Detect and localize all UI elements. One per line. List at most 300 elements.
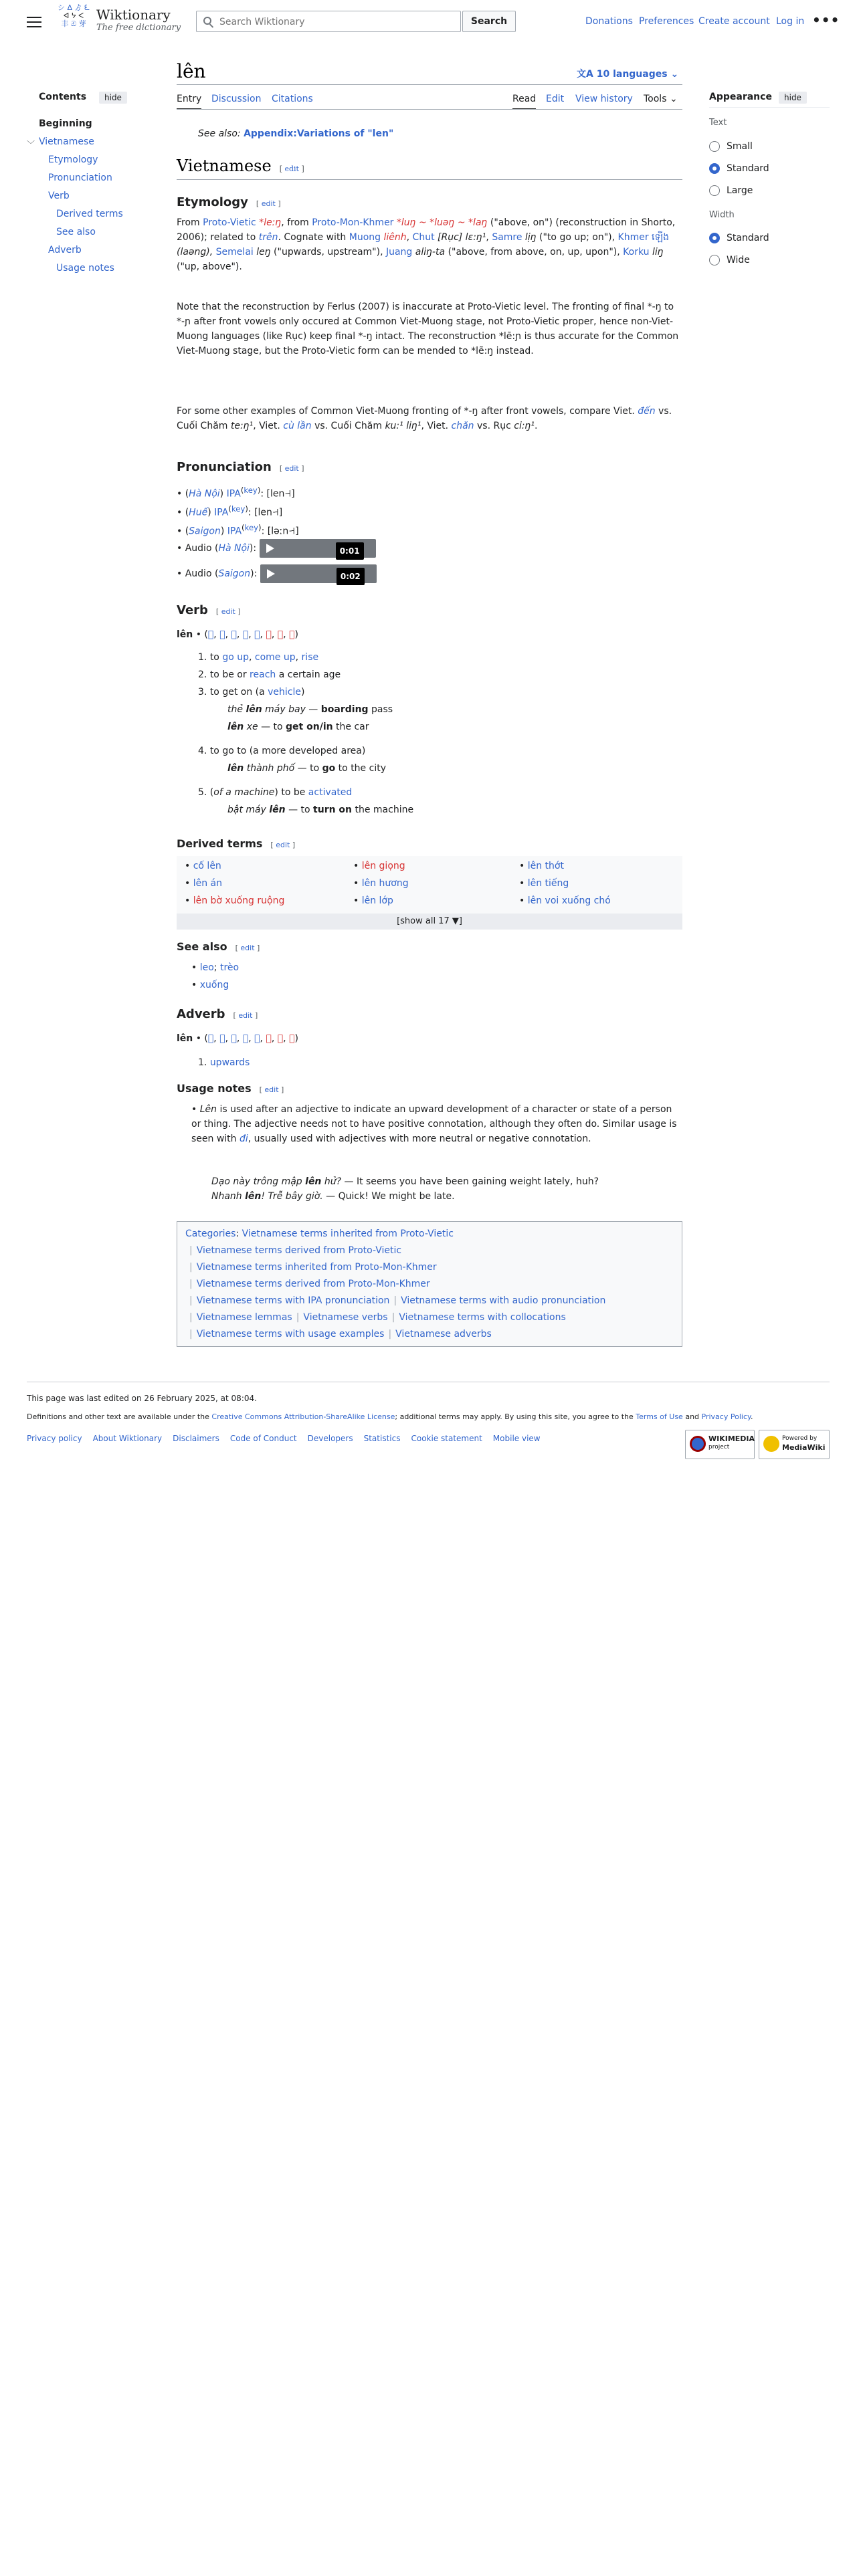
heading-divider [177, 179, 682, 180]
chevron-down-icon: ⌄ [667, 69, 679, 80]
log-in-link[interactable]: Log in [776, 16, 805, 27]
category-row: | Vietnamese lemmas | Vietnamese verbs | Vietnamese terms with collocations [189, 1312, 566, 1323]
text: turn on [313, 804, 353, 815]
text: ("above, on") (reconstruction in Shorto, 2006); related to [177, 217, 676, 243]
khmer-translit: (laəng), [177, 247, 216, 257]
text: Dạo này trông mập [211, 1176, 306, 1187]
text: From [177, 217, 203, 228]
text: Lên [199, 1104, 217, 1115]
usage-example [198, 802, 680, 820]
text: ; [213, 962, 220, 973]
usage-example [211, 1189, 680, 1204]
text-size-small[interactable] [709, 141, 753, 152]
play-icon[interactable] [266, 544, 274, 553]
text: the machine [352, 804, 414, 815]
wikimedia-badge[interactable] [685, 1430, 755, 1459]
heading-text: See also [177, 940, 227, 953]
text: For some other examples of Common Viet-Muong fronting of *-ŋ after front vowels, compare Viet. [177, 406, 638, 417]
text: . Cognate with [278, 232, 349, 243]
muong-link[interactable]: Muong [349, 232, 381, 243]
ipa-value: : [len˧˧] [260, 488, 295, 500]
usage-example [198, 702, 680, 720]
edit-section-link[interactable]: edit [284, 464, 299, 473]
width-wide[interactable] [709, 255, 750, 265]
usage-example [198, 761, 680, 785]
tools-menu[interactable] [644, 94, 678, 104]
radio-selected-icon[interactable] [709, 163, 720, 174]
text: ) to be [274, 787, 308, 798]
category-link[interactable]: Vietnamese adverbs [395, 1329, 492, 1339]
ipa-link[interactable]: IPA [227, 526, 242, 537]
adverb-headword-line: lên • (𨖲, 䢆, 𨖲, 𨖲, 𨑗, 𨑜, 𨑳, 𨖲) [177, 1033, 298, 1044]
cu-lan-link[interactable]: cù lần [283, 421, 312, 431]
footer-link[interactable]: Privacy policy [27, 1434, 82, 1443]
usage-example [198, 720, 680, 744]
text: máy bay [262, 704, 306, 715]
badge-text: WIKIMEDIA [708, 1434, 755, 1443]
sense-number: 3. [198, 687, 207, 697]
chu-nom-link[interactable]: 𨖲 [289, 629, 295, 640]
muong-form[interactable]: liênh [381, 232, 407, 243]
wiktionary-logo[interactable] [56, 4, 91, 37]
edit-section-link[interactable]: edit [261, 199, 276, 208]
category-row: | Vietnamese terms with usage examples | Vietnamese adverbs [189, 1329, 492, 1339]
list-item: • xuống [191, 980, 229, 990]
appearance-title: Appearance [709, 92, 772, 102]
text-size-label: Text [709, 118, 727, 128]
derived-column-2 [353, 857, 409, 909]
chu-nom-link[interactable]: 𨑜 [266, 1033, 272, 1044]
chut-form: [Rục] lɛ:ŋ¹ [434, 232, 486, 243]
toc-item-vietnamese[interactable]: Vietnamese [39, 136, 94, 147]
categories-label-link[interactable]: Categories [185, 1228, 236, 1239]
radio-label: Small [727, 141, 753, 152]
etymology-paragraph-2: Note that the reconstruction by Ferlus (2007) is inaccurate at Proto-Vietic level. The fronting of final *-ŋ to *-ɲ after front vowels only occured at Common Viet-Muong stage, not Proto-Vietic proper, hence non-Viet-Muong languages (like Rục) keep final *-ŋ intact. The reconstruction *lẽ:ɲ is thus accurate for the Common Viet-Muong stage, but the Proto-Vietic form can be mended to *lẽ:ŋ instead. [177, 302, 679, 356]
audio-duration: 0:01 [336, 542, 364, 560]
footer-link[interactable]: About Wiktionary [92, 1434, 163, 1443]
chevron-down-icon[interactable]: ﹀ [27, 140, 35, 149]
radio-icon[interactable] [709, 141, 720, 152]
logo-line: ᐊ ᔭ ᐸ [63, 11, 84, 20]
donations-link[interactable]: Donations [585, 16, 633, 27]
tools-label: Tools [644, 94, 667, 104]
den-link[interactable]: đến [638, 406, 656, 417]
ipa-link[interactable]: IPA [214, 507, 229, 518]
headword: lên [177, 629, 193, 640]
search-input[interactable] [218, 14, 455, 30]
last-edited: This page was last edited on 26 February 2025, at 08:04. [27, 1394, 257, 1403]
ipa-value: : [len˧˧] [248, 507, 283, 518]
gloss-link[interactable]: activated [308, 787, 353, 798]
page-title: lên [177, 60, 206, 82]
license-text [27, 1412, 753, 1421]
tab-discussion[interactable]: Discussion [211, 94, 262, 104]
text: — to [258, 722, 286, 732]
category-row: | Vietnamese terms derived from Proto-Vietic [189, 1245, 402, 1256]
see-also-list [191, 960, 697, 995]
heading-text: Verb [177, 603, 208, 617]
mediawiki-logo-icon [763, 1436, 779, 1452]
toc-item-pronunciation[interactable]: Pronunciation [48, 173, 112, 183]
gloss-link[interactable]: come up [254, 652, 296, 663]
badge-text: project [708, 1444, 730, 1451]
pmk-link[interactable]: Proto-Mon-Khmer [312, 217, 394, 228]
more-options-icon[interactable]: ••• [812, 12, 840, 28]
footer-link[interactable]: Statistics [363, 1434, 401, 1443]
list-item: • (Saigon) $IPA^{(key)}$: [ləːn˧˧] [177, 523, 299, 537]
chu-nom-link[interactable]: 𨑳 [277, 1033, 284, 1044]
proto-vietic-form[interactable]: *leːŋ [256, 217, 282, 228]
section-etymology [177, 195, 281, 209]
sense-number: 4. [198, 746, 207, 756]
text: , usually used with adjectives with more neutral or negative connotation. [248, 1134, 591, 1144]
radio-selected-icon[interactable] [709, 233, 720, 243]
category-link[interactable]: Vietnamese terms inherited from Proto-Mon-Khmer [196, 1262, 437, 1273]
di-link[interactable]: đi [240, 1134, 248, 1144]
footer-link[interactable]: Cookie statement [411, 1434, 482, 1443]
chu-nom-link[interactable]: 𨖲 [289, 1033, 295, 1044]
text: thành phố [244, 763, 295, 774]
list-item: • cố lên [185, 861, 221, 871]
create-account-link[interactable]: Create account [698, 16, 770, 27]
tabs-divider [177, 109, 682, 110]
khmer-form[interactable]: ឡើង [648, 232, 670, 243]
chan-link[interactable]: chăn [451, 421, 474, 431]
text: is used after an adjective to indicate an upward development of a character or state of a person or thing. The adjective needs not to have positive connotation, although they often do. Similar usage is seen with [191, 1104, 677, 1144]
text: the car [332, 722, 369, 732]
privacy-policy-link[interactable]: Privacy Policy [701, 1412, 751, 1421]
usage-note: • Lên is used after an adjective to indicate an upward development of a character or state of a person or thing. The adjective needs not to have positive connotation, although they often do. Similar usage is seen with đi, usually used with adjectives with more neutral or negative connotation. [191, 1104, 677, 1144]
text: , Viet. [253, 421, 284, 431]
text-size-large[interactable] [709, 185, 753, 196]
derived-term-link[interactable]: lên giọng [361, 861, 405, 871]
key-link[interactable]: key [244, 523, 259, 532]
footer-links [27, 1434, 551, 1443]
category-link[interactable]: Vietnamese lemmas [196, 1312, 292, 1323]
text: to the city [335, 763, 386, 774]
main-menu-icon[interactable] [27, 15, 41, 27]
text: vs. Cuối Chăm [177, 406, 672, 431]
sense-4 [198, 744, 680, 761]
search-button[interactable]: Search [462, 11, 516, 32]
tren-link[interactable]: trên [258, 232, 278, 243]
text: ("above, from above, on, up, upon"), [445, 247, 624, 257]
derived-term-link[interactable]: lên thớt [527, 861, 564, 871]
chu-nom-link[interactable]: 𨖲 [207, 1033, 214, 1044]
see-also-link[interactable]: trèo [219, 962, 240, 973]
footer-link[interactable]: Mobile view [492, 1434, 541, 1443]
tab-entry[interactable]: Entry [177, 94, 201, 110]
heading-text: Adverb [177, 1007, 225, 1021]
text: xe [244, 722, 258, 732]
category-link[interactable]: Vietnamese terms with usage examples [196, 1329, 385, 1339]
semelai-link[interactable]: Semelai [215, 247, 254, 257]
edit-section-link[interactable]: edit [238, 1011, 253, 1020]
verb-senses [198, 650, 680, 820]
place-link[interactable]: Saigon [218, 568, 251, 579]
pmk-form[interactable]: *luŋ ~ *luəŋ ~ *laŋ [393, 217, 488, 228]
place-link[interactable]: Huế [189, 507, 208, 518]
text: to go to (a more developed area) [209, 746, 366, 756]
etymology-paragraph-1 [177, 215, 682, 274]
toc-item-beginning[interactable]: Beginning [39, 118, 92, 129]
text: get on/in [286, 722, 333, 732]
proto-vietic-link[interactable]: Proto-Vietic [203, 217, 256, 228]
category-link[interactable]: Vietnamese verbs [303, 1312, 388, 1323]
text: lên [246, 704, 262, 715]
list-item: • leo; trèo [191, 962, 240, 973]
text: vs. Rục [474, 421, 514, 431]
text: lên [227, 722, 244, 732]
category-link[interactable]: Vietnamese terms with IPA pronunciation [196, 1295, 390, 1306]
text: ("up, above"). [177, 261, 242, 272]
juang-link[interactable]: Juang [385, 247, 413, 257]
radio-icon[interactable] [709, 185, 720, 196]
heading-text: Etymology [177, 195, 248, 209]
tab-view-history[interactable]: View history [575, 94, 633, 104]
edit-section-link[interactable]: edit [264, 1085, 279, 1094]
key-link[interactable]: key [231, 504, 246, 514]
sense-2 [198, 667, 680, 685]
text: — It seems you have been gaining weight lately, huh? [341, 1176, 599, 1187]
text: of a machine [213, 787, 275, 798]
chevron-down-icon: ⌄ [669, 94, 678, 104]
ipa-value: : [ləːn˧˧] [261, 526, 299, 537]
footer-link[interactable]: Code of Conduct [229, 1434, 297, 1443]
list-item: • lên voi xuống chó [519, 895, 611, 906]
wikimedia-logo-icon [690, 1436, 706, 1452]
derived-column-1 [185, 857, 284, 909]
gloss-link[interactable]: vehicle [268, 687, 302, 697]
korku-link[interactable]: Korku [623, 247, 650, 257]
categories-box [177, 1221, 682, 1347]
derived-term-link[interactable]: lên tiếng [527, 878, 569, 889]
edit-section-link[interactable]: edit [276, 841, 290, 849]
text: — to [285, 804, 314, 815]
text: pass [368, 704, 393, 715]
panel-divider [709, 107, 830, 108]
toc-item-see-also[interactable]: See also [56, 227, 96, 237]
text: ci:ŋ¹ [514, 421, 535, 431]
text: ("to go up; on"), [536, 232, 618, 243]
gloss-link[interactable]: reach [250, 669, 276, 680]
list-item: • (Hà Nội) $IPA^{(key)}$: [len˧˧] [177, 486, 295, 500]
category-row: | Vietnamese terms derived from Proto-Mon-Khmer [189, 1279, 430, 1289]
etymology-paragraph-3 [177, 404, 682, 433]
text: Audio ( [185, 568, 219, 579]
place-link[interactable]: Hà Nội [218, 543, 250, 554]
text: Nhanh [211, 1191, 246, 1202]
chu-nom-link[interactable]: 䢆 [219, 629, 225, 640]
translate-icon: 文A [577, 69, 597, 80]
gloss-link[interactable]: upwards [209, 1057, 250, 1068]
chu-nom-link[interactable]: 䢆 [219, 1033, 225, 1044]
list-item: • lên tiếng [519, 878, 569, 889]
tab-edit[interactable]: Edit [546, 94, 565, 104]
text: — [305, 704, 321, 715]
category-link[interactable]: Vietnamese terms with audio pronunciation [401, 1295, 606, 1306]
show-all-button[interactable]: [show all 17 ▼] [177, 914, 682, 930]
edit-link: [ edit ] [215, 607, 241, 616]
toc-item-derived-terms[interactable]: Derived terms [56, 209, 123, 219]
heading-text: Usage notes [177, 1082, 252, 1095]
usage-example [211, 1174, 680, 1189]
list-item: • lên thớt [519, 861, 564, 871]
sense-3 [198, 685, 680, 702]
toc-item-verb[interactable]: Verb [48, 191, 70, 201]
section-usage-notes [177, 1082, 284, 1095]
text: lên [269, 804, 286, 815]
radio-label: Wide [727, 255, 750, 265]
derived-term-link[interactable]: lên án [193, 878, 222, 889]
list-item: • (Huế) $IPA^{(key)}$: [len˧˧] [177, 504, 283, 518]
khmer-link[interactable]: Khmer [617, 232, 649, 243]
edit-link: [ edit ] [270, 841, 296, 849]
place-link[interactable]: Hà Nội [189, 488, 220, 500]
site-wordmark[interactable]: Wiktionary [96, 7, 171, 23]
list-item: • Audio (Hà Nội): 0:01 [177, 539, 682, 564]
usage-examples [211, 1174, 680, 1204]
tab-citations[interactable]: Citations [272, 94, 313, 104]
tab-read[interactable]: Read [512, 94, 536, 110]
pronunciation-list [177, 483, 682, 590]
logo-line: シ ᐃ ゟ ᘍ [58, 3, 90, 12]
toc-item-usage-notes[interactable]: Usage notes [56, 263, 114, 274]
text-size-standard[interactable] [709, 163, 769, 174]
text: bật máy [227, 804, 270, 815]
list-item: • lên giọng [353, 861, 405, 871]
text: thẻ [227, 704, 246, 715]
category-row: | Vietnamese terms inherited from Proto-Mon-Khmer [189, 1262, 437, 1273]
edit-link: [ edit ] [279, 464, 304, 473]
appearance-hide-button[interactable]: hide [779, 92, 807, 104]
chu-nom-link[interactable]: 𨖲 [207, 629, 214, 640]
footer-link[interactable]: Disclaimers [173, 1434, 219, 1443]
text: lên [227, 763, 244, 774]
derived-term-link[interactable]: lên voi xuống chó [527, 895, 611, 906]
toc-item-etymology[interactable]: Etymology [48, 154, 98, 165]
category-row: | Vietnamese terms with IPA pronunciation | Vietnamese terms with audio pronunciation [189, 1295, 606, 1306]
sense-number: 2. [198, 669, 207, 680]
chu-nom-link[interactable]: 𨖲 [231, 629, 237, 640]
text: ("upwards, upstream"), [270, 247, 386, 257]
text: boarding [320, 704, 369, 715]
edit-section-link[interactable]: edit [284, 165, 299, 173]
derived-term-link[interactable]: cố lên [193, 861, 221, 871]
samre-link[interactable]: Samre [492, 232, 522, 243]
key-link[interactable]: key [244, 486, 258, 495]
list-item: • lên lớp [353, 895, 393, 906]
section-adverb [177, 1007, 258, 1021]
text: to [209, 652, 223, 663]
text: hử? [321, 1176, 342, 1187]
chu-nom-link[interactable]: 𨑗 [254, 629, 260, 640]
chu-nom-link[interactable]: 𨑳 [277, 629, 284, 640]
gloss-link[interactable]: rise [301, 652, 319, 663]
edit-section-link[interactable]: edit [240, 944, 255, 952]
text: and [682, 1412, 702, 1421]
radio-label: Large [727, 185, 753, 196]
width-standard[interactable] [709, 233, 769, 243]
category-row: Categories: Vietnamese terms inherited from Proto-Vietic [185, 1228, 454, 1239]
toc-item-adverb[interactable]: Adverb [48, 245, 82, 255]
language-button[interactable] [577, 67, 678, 80]
headword: lên [177, 1033, 193, 1044]
category-link[interactable]: Vietnamese terms derived from Proto-Mon-Khmer [196, 1279, 430, 1289]
derived-column-3 [519, 857, 611, 909]
derived-term-link[interactable]: lên bờ xuống ruộng [193, 895, 285, 906]
badge-text: MediaWiki [782, 1443, 826, 1452]
derived-term-link[interactable]: lên hương [361, 878, 409, 889]
text: lên [245, 1191, 262, 1202]
category-link[interactable]: Vietnamese terms with collocations [399, 1312, 566, 1323]
footer-link[interactable]: Developers [307, 1434, 353, 1443]
audio-player[interactable] [260, 564, 377, 583]
language-count: 10 languages [596, 69, 668, 80]
mediawiki-badge[interactable] [759, 1430, 830, 1459]
text: ): [250, 568, 258, 579]
badge-text: Powered by [782, 1435, 818, 1442]
text: Definitions and other text are available under the [27, 1412, 212, 1421]
heading-text: Derived terms [177, 837, 263, 850]
derived-term-link[interactable]: lên lớp [361, 895, 393, 906]
search-box [196, 11, 461, 32]
see-also-hatnote [198, 128, 393, 139]
edit-link: [ edit ] [235, 944, 260, 952]
section-vietnamese [177, 156, 304, 175]
chu-nom-link[interactable]: 𨖲 [242, 1033, 249, 1044]
chu-nom-link[interactable]: 𨖲 [231, 1033, 237, 1044]
terms-link[interactable]: Terms of Use [636, 1412, 683, 1421]
toc-hide-button[interactable]: hide [99, 92, 127, 104]
text: , [486, 232, 492, 243]
edit-section-link[interactable]: edit [221, 607, 235, 616]
category-link[interactable]: Vietnamese terms derived from Proto-Vietic [196, 1245, 402, 1256]
section-pronunciation [177, 460, 304, 474]
heading-text: Pronunciation [177, 460, 272, 474]
section-derived-terms [177, 837, 295, 850]
see-also-link[interactable]: leo [199, 962, 214, 973]
text: a certain age [276, 669, 341, 680]
chu-nom-link[interactable]: 𨑗 [254, 1033, 260, 1044]
category-link[interactable]: Vietnamese terms inherited from Proto-Vietic [242, 1228, 454, 1239]
chu-nom-link[interactable]: 𨖲 [242, 629, 249, 640]
chut-link[interactable]: Chut [412, 232, 435, 243]
radio-icon[interactable] [709, 255, 720, 265]
audio-duration: 0:02 [337, 568, 365, 585]
semelai-form: leŋ [253, 247, 271, 257]
adverb-senses [198, 1055, 704, 1070]
ipa-link[interactable]: IPA [226, 488, 241, 500]
preferences-link[interactable]: Preferences [639, 16, 694, 27]
search-icon [203, 17, 211, 25]
see-also-prefix: See also: [198, 128, 244, 139]
text: to get on (a [209, 687, 268, 697]
place-link[interactable]: Saigon [189, 526, 221, 537]
text: , [406, 232, 413, 243]
radio-label: Standard [727, 233, 769, 243]
chu-nom-link[interactable]: 𨑜 [266, 629, 272, 640]
verb-headword-line: lên • (𨖲, 䢆, 𨖲, 𨖲, 𨑗, 𨑜, 𨑳, 𨖲) [177, 629, 298, 640]
audio-player[interactable] [260, 539, 376, 558]
see-also-link[interactable]: xuống [199, 980, 229, 990]
text: lên [305, 1176, 322, 1187]
text: ) [301, 687, 305, 697]
play-icon[interactable] [267, 569, 275, 578]
license-link[interactable]: Creative Commons Attribution-ShareAlike License [211, 1412, 395, 1421]
appendix-link[interactable]: Appendix:Variations of "len" [244, 128, 394, 139]
gloss-link[interactable]: go up [222, 652, 249, 663]
